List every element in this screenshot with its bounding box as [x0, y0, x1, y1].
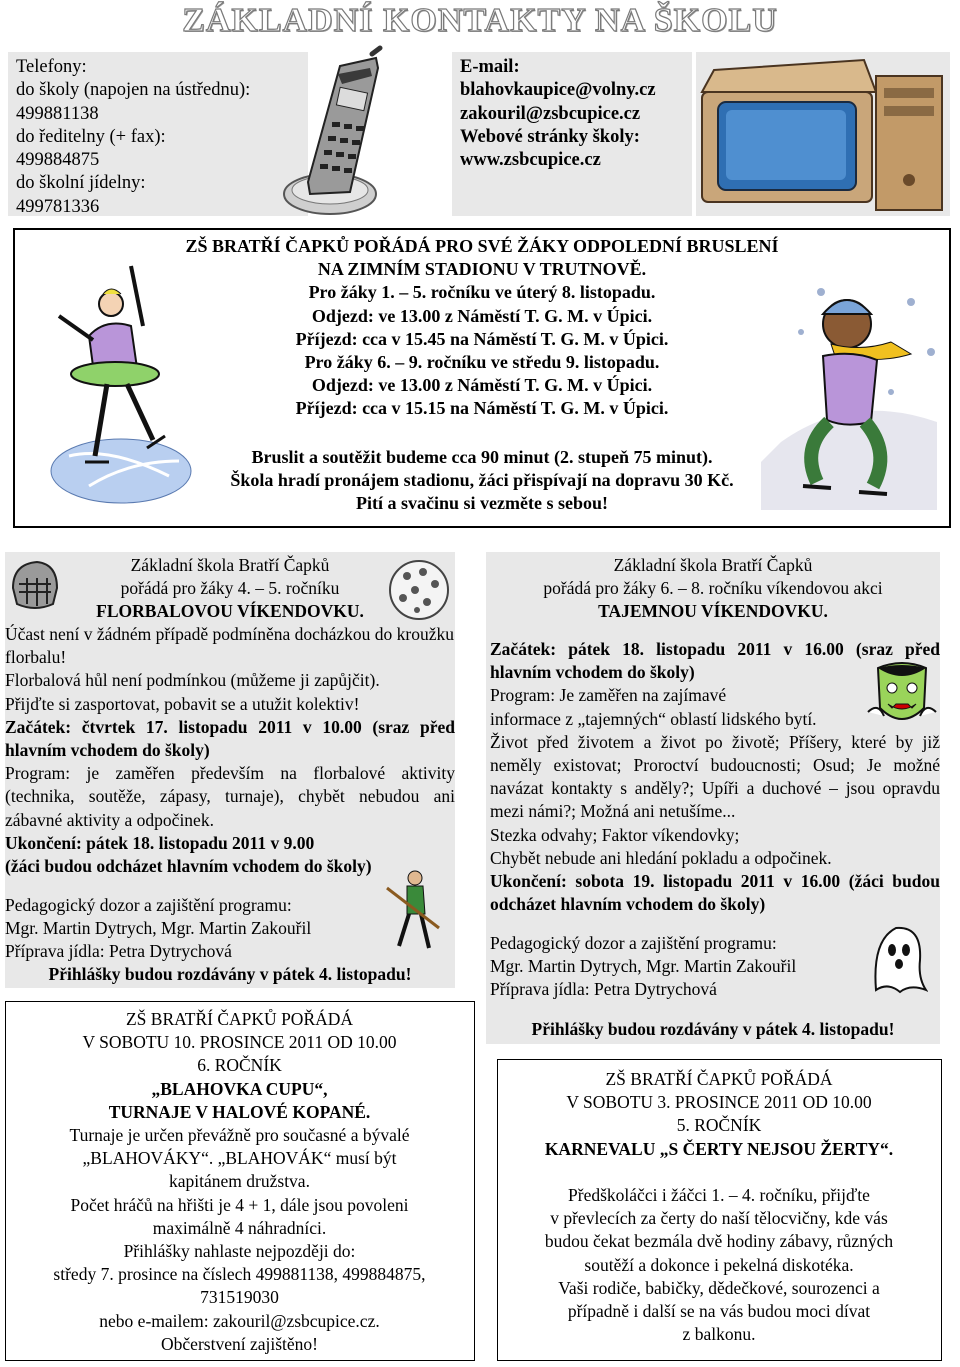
- cup-edition: 6. ROČNÍK: [197, 1055, 282, 1076]
- cup-text: 731519030: [200, 1287, 279, 1308]
- mystery-program-intro: Program: Je zaměřen na zajímavé: [490, 685, 727, 706]
- mystery-program-extra: Stezka odvahy; Faktor víkendovky;: [490, 824, 740, 845]
- mystery-supervisors: Mgr. Martin Dytrych, Mgr. Martin Zakouřil: [490, 956, 797, 977]
- florbal-food: Příprava jídla: Petra Dytrychová: [5, 941, 232, 962]
- skating-line: Pro žáky 1. – 5. ročníku ve úterý 8. listopadu.: [308, 282, 656, 303]
- computer-icon: [696, 52, 950, 216]
- carnival-organizer: ZŠ BRATŘÍ ČAPKŮ POŘÁDÁ: [605, 1069, 833, 1089]
- floorball-player-icon: [383, 868, 445, 960]
- carnival-name: KARNEVALU „S ČERTY NEJSOU ŽERTY“.: [544, 1138, 894, 1159]
- carnival-text: Předškoláčci i žáčci 1. – 4. ročníku, přijďte: [568, 1185, 870, 1205]
- skating-announcement: [13, 228, 951, 528]
- florbal-supervision-label: Pedagogický dozor a zajištění programu:: [5, 895, 292, 915]
- mystery-program-topic: informace z „tajemných“ oblastí lidského bytí.: [490, 708, 817, 729]
- cup-name: „BLAHOVKA CUPU“,: [151, 1078, 328, 1099]
- skating-footer-line: Škola hradí pronájem stadionu, žáci přispívají na dopravu 30 Kč.: [230, 470, 734, 491]
- skating-line: Odjezd: ve 13.00 z Náměstí T. G. M. v Úpici.: [311, 375, 653, 396]
- email-line[interactable]: zakouril@zsbcupice.cz: [460, 103, 641, 124]
- phone-line: 499781336: [16, 196, 100, 217]
- florbal-title: FLORBALOVOU VÍKENDOVKU.: [96, 601, 364, 622]
- vampire-icon: [864, 658, 940, 734]
- cup-text: Počet hráčů na hřišti je 4 + 1, dále jsou povoleni: [70, 1194, 409, 1215]
- mystery-program-treasure: Chybět nebude ani hledání pokladu a odpočinek.: [490, 847, 832, 868]
- phone-line: do školní jídelny:: [16, 173, 146, 194]
- carnival-text: budou čekat bezmála dvě hodiny zábavy, různých: [544, 1231, 894, 1252]
- florbal-program: Program: je zaměřen především na florbalové aktivity (technika, soutěže, zápasy, turnaje), chybět nebudou ani zábavné aktivity a odpočinek.: [5, 763, 455, 830]
- carnival-text: v převlecích za čerty do naší tělocvičny, kde vás: [550, 1208, 888, 1229]
- carnival-text: z balkonu.: [682, 1324, 756, 1345]
- email-list: [452, 52, 692, 172]
- carnival-edition: 5. ROČNÍK: [676, 1115, 762, 1136]
- ghost-icon: [866, 920, 928, 996]
- phone-contacts: [8, 52, 308, 216]
- mystery-end: Ukončení: sobota 19. listopadu 2011 v 16.00 (žáci budou odcházet hlavním vchodem do školy): [490, 871, 940, 915]
- florbal-supervisors: Mgr. Martin Dytrych, Mgr. Martin Zakouřil: [5, 918, 312, 939]
- cup-text: Přihlášky nahlaste nejpozději do:: [123, 1241, 356, 1262]
- carnival-text: soutěží a dokonce i pekelná diskotéka.: [584, 1254, 854, 1275]
- carnival-announcement: [497, 1059, 942, 1361]
- cup-text: nebo e-mailem: zakouril@zsbcupice.cz.: [99, 1310, 380, 1331]
- mystery-announcement: [486, 552, 940, 1044]
- skating-line: Pro žáky 6. – 9. ročníku ve středu 9. listopadu.: [304, 352, 660, 373]
- boy-skater-icon: [761, 272, 941, 512]
- cup-subtitle: TURNAJE V HALOVÉ KOPANÉ.: [108, 1101, 371, 1122]
- figure-skater-icon: [49, 256, 199, 506]
- skating-line: ZŠ BRATŘÍ ČAPKŮ POŘÁDÁ PRO SVÉ ŽÁKY ODPOLEDNÍ BRUSLENÍ: [185, 236, 779, 256]
- skating-line: NA ZIMNÍM STADIONU V TRUTNOVĚ.: [317, 259, 647, 280]
- cup-text: Občerstvení zajištěno!: [161, 1333, 318, 1354]
- floorball-icon: [387, 558, 451, 622]
- florbal-signup: Přihlášky budou rozdávány v pátek 4. listopadu!: [48, 964, 412, 984]
- phone-line: Telefony:: [16, 57, 87, 77]
- cup-text: maximálně 4 náhradníci.: [152, 1217, 327, 1238]
- phone-list: [8, 52, 308, 219]
- mystery-program-list: Život před životem a život po životě; Příšery, které by již neměly existovat; Proroctví budoucnosti; Osud; Je možné navázat kontakty s anděly?; Upíři a duchové – jsou opravdu mezi námi?; Možná ani netušíme...: [490, 731, 940, 822]
- website-link[interactable]: www.zsbcupice.cz: [460, 150, 601, 171]
- page-title: ZÁKLADNÍ KONTAKTY NA ŠKOLU: [182, 2, 778, 39]
- phone-line: do školy (napojen na ústřednu):: [16, 80, 251, 101]
- email-line: Webové stránky školy:: [460, 126, 640, 147]
- mystery-signup: Přihlášky budou rozdávány v pátek 4. listopadu!: [531, 1019, 895, 1039]
- carnival-text: případně i další se na vás budou moci dívat: [567, 1301, 871, 1322]
- florbal-invite: Přijďte si zasportovat, pobavit se a utužit kolektiv!: [5, 693, 360, 714]
- mystery-grades: pořádá pro žáky 6. – 8. ročníku víkendovou akci: [543, 578, 883, 599]
- mystery-food: Příprava jídla: Petra Dytrychová: [490, 979, 717, 1000]
- florbal-stick-note: Florbalová hůl není podmínkou (můžeme ji zapůjčit).: [5, 670, 380, 691]
- florbal-school-name: Základní škola Bratří Čapků: [130, 555, 330, 575]
- mystery-supervision-label: Pedagogický dozor a zajištění programu:: [490, 933, 777, 953]
- phone-line: 499884875: [16, 150, 100, 171]
- skating-footer-line: Bruslit a soutěžit budeme cca 90 minut (2. stupeň 75 minut).: [251, 447, 713, 467]
- carnival-text: Vaši rodiče, babičky, dědečkové, sourozenci a: [558, 1277, 880, 1298]
- cup-date: V SOBOTU 10. PROSINCE 2011 OD 10.00: [82, 1032, 397, 1053]
- florbal-start: Začátek: čtvrtek 17. listopadu 2011 v 10.00 (sraz před hlavním vchodem do školy): [5, 716, 455, 761]
- cup-text: „BLAHOVÁKY“. „BLAHOVÁK“ musí být: [82, 1148, 397, 1169]
- mystery-title: TAJEMNOU VÍKENDOVKU.: [598, 601, 828, 622]
- email-line: E-mail:: [460, 57, 520, 77]
- cup-text: kapitánem družstva.: [169, 1171, 310, 1192]
- cup-text: Turnaje je určen převážně pro současné a bývalé: [69, 1125, 410, 1146]
- cordless-phone-icon: [280, 44, 392, 220]
- cup-text: středy 7. prosince na číslech 499881138, 499884875,: [53, 1264, 426, 1285]
- email-line[interactable]: blahovkaupice@volny.cz: [460, 80, 656, 101]
- carnival-date: V SOBOTU 3. PROSINCE 2011 OD 10.00: [566, 1092, 872, 1113]
- blahovka-cup-announcement: [5, 1001, 475, 1361]
- florbal-grades: pořádá pro žáky 4. – 5. ročníku: [120, 578, 340, 599]
- phone-line: 499881138: [16, 103, 99, 124]
- florbal-attendance-note: Účast není v žádném případě podmíněna docházkou do kroužku florbalu!: [5, 624, 455, 668]
- phone-line: do ředitelny (+ fax):: [16, 126, 166, 147]
- florbal-announcement: [5, 552, 455, 988]
- florbal-end: Ukončení: pátek 18. listopadu 2011 v 9.00: [5, 832, 315, 853]
- skating-footer-line: Pití a svačinu si vezměte s sebou!: [356, 493, 608, 514]
- skating-line: Odjezd: ve 13.00 z Náměstí T. G. M. v Úpici.: [311, 305, 653, 326]
- skating-line: Příjezd: cca v 15.15 na Náměstí T. G. M. v Úpici.: [295, 398, 669, 419]
- mystery-school-name: Základní škola Bratří Čapků: [613, 555, 813, 575]
- email-contacts: [452, 52, 692, 216]
- goalie-helmet-icon: [7, 558, 61, 614]
- florbal-end-note: (žáci budou odcházet hlavním vchodem do školy): [5, 856, 372, 877]
- cup-organizer: ZŠ BRATŘÍ ČAPKŮ POŘÁDÁ: [125, 1009, 354, 1029]
- skating-line: Příjezd: cca v 15.45 na Náměstí T. G. M. v Úpici.: [295, 328, 669, 349]
- mystery-start: Začátek: pátek 18. listopadu 2011 v 16.00 (sraz před hlavním vchodem do školy): [490, 639, 940, 683]
